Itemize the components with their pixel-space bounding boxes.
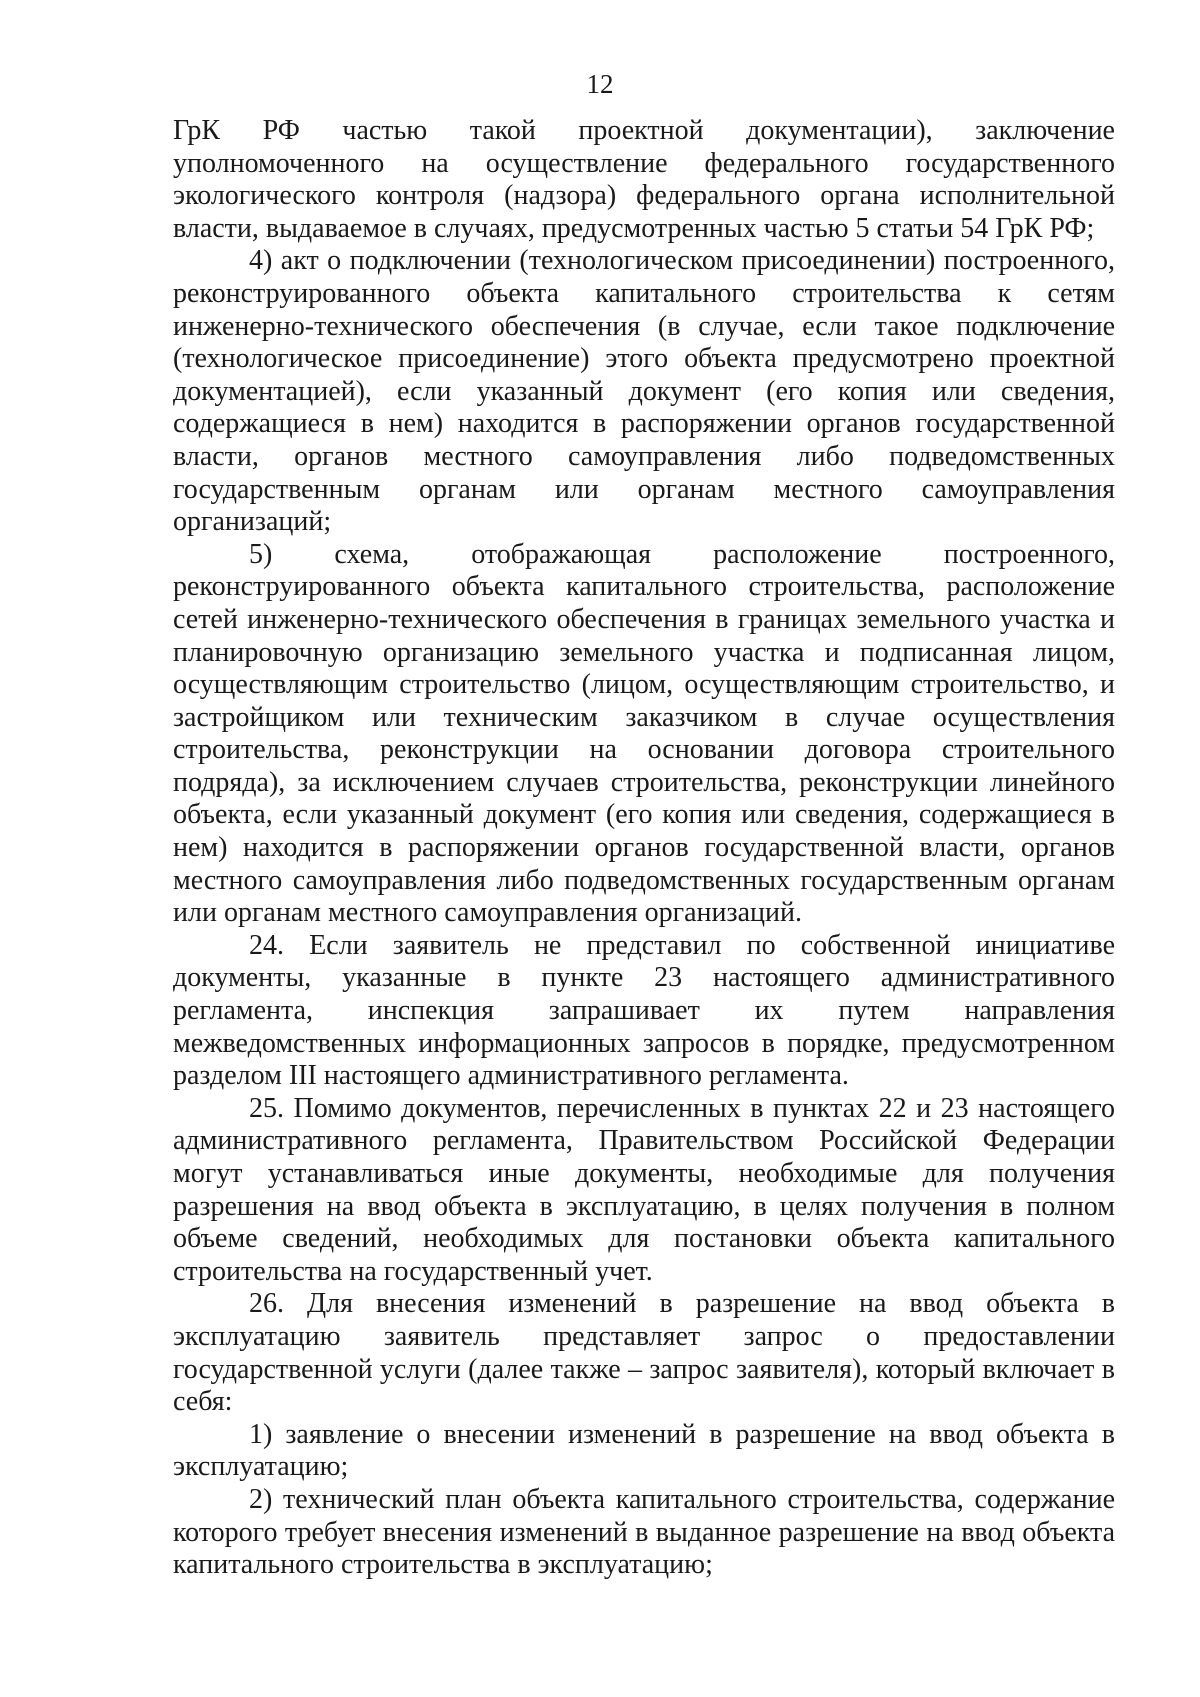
- paragraph-item-1-application: 1) заявление о внесении изменений в разрешение на ввод объекта в эксплуатацию;: [173, 1418, 1115, 1483]
- paragraph-clause-24: 24. Если заявитель не представил по собственной инициативе документы, указанные в пункте 23 настоящего административного регламента, инспекция запрашивает их путем направления межведомственных информационных запросов в порядке, предусмотренном разделом III настоящего административного регламента.: [173, 929, 1115, 1092]
- paragraph-item-5-layout-scheme: 5) схема, отображающая расположение построенного, реконструированного объекта капитального строительства, расположение сетей инженерно-технического обеспечения в границах земельного участка и планировочную организацию земельного участка и подписанная лицом, осуществляющим строительство (лицом, осуществляющим строительство, и застройщиком или техническим заказчиком в случае осуществления строительства, реконструкции на основании договора строительного подряда), за исключением случаев строительства, реконструкции линейного объекта, если указанный документ (его копия или сведения, содержащиеся в нем) находится в распоряжении органов государственной власти, органов местного самоуправления либо подведомственных государственным органам или органам местного самоуправления организаций.: [173, 538, 1115, 929]
- paragraph-clause-25: 25. Помимо документов, перечисленных в пунктах 22 и 23 настоящего административного регламента, Правительством Российской Федерации могут устанавливаться иные документы, необходимые для получения разрешения на ввод объекта в эксплуатацию, в целях получения в полном объеме сведений, необходимых для постановки объекта капитального строительства на государственный учет.: [173, 1092, 1115, 1287]
- page-number: 12: [586, 69, 614, 99]
- document-body: [173, 115, 1115, 1582]
- paragraph-clause-26: 26. Для внесения изменений в разрешение на ввод объекта в эксплуатацию заявитель представляет запрос о предоставлении государственной услуги (далее также – запрос заявителя), который включает в себя:: [173, 1288, 1115, 1418]
- paragraph-item-2-technical-plan: 2) технический план объекта капитального строительства, содержание которого требует внесения изменений в выданное разрешение на ввод объекта капитального строительства в эксплуатацию;: [173, 1483, 1115, 1581]
- paragraph-continuation: ГрК РФ частью такой проектной документации), заключение уполномоченного на осуществление федерального государственного экологического контроля (надзора) федерального органа исполнительной власти, выдаваемое в случаях, предусмотренных частью 5 статьи 54 ГрК РФ;: [173, 115, 1115, 244]
- paragraph-item-4-connection-act: 4) акт о подключении (технологическом присоединении) построенного, реконструированного объекта капитального строительства к сетям инженерно-технического обеспечения (в случае, если такое подключение (технологическое присоединение) этого объекта предусмотрено проектной документацией), если указанный документ (его копия или сведения, содержащиеся в нем) находится в распоряжении органов государственной власти, органов местного самоуправления либо подведомственных государственным органам или органам местного самоуправления организаций;: [173, 245, 1115, 538]
